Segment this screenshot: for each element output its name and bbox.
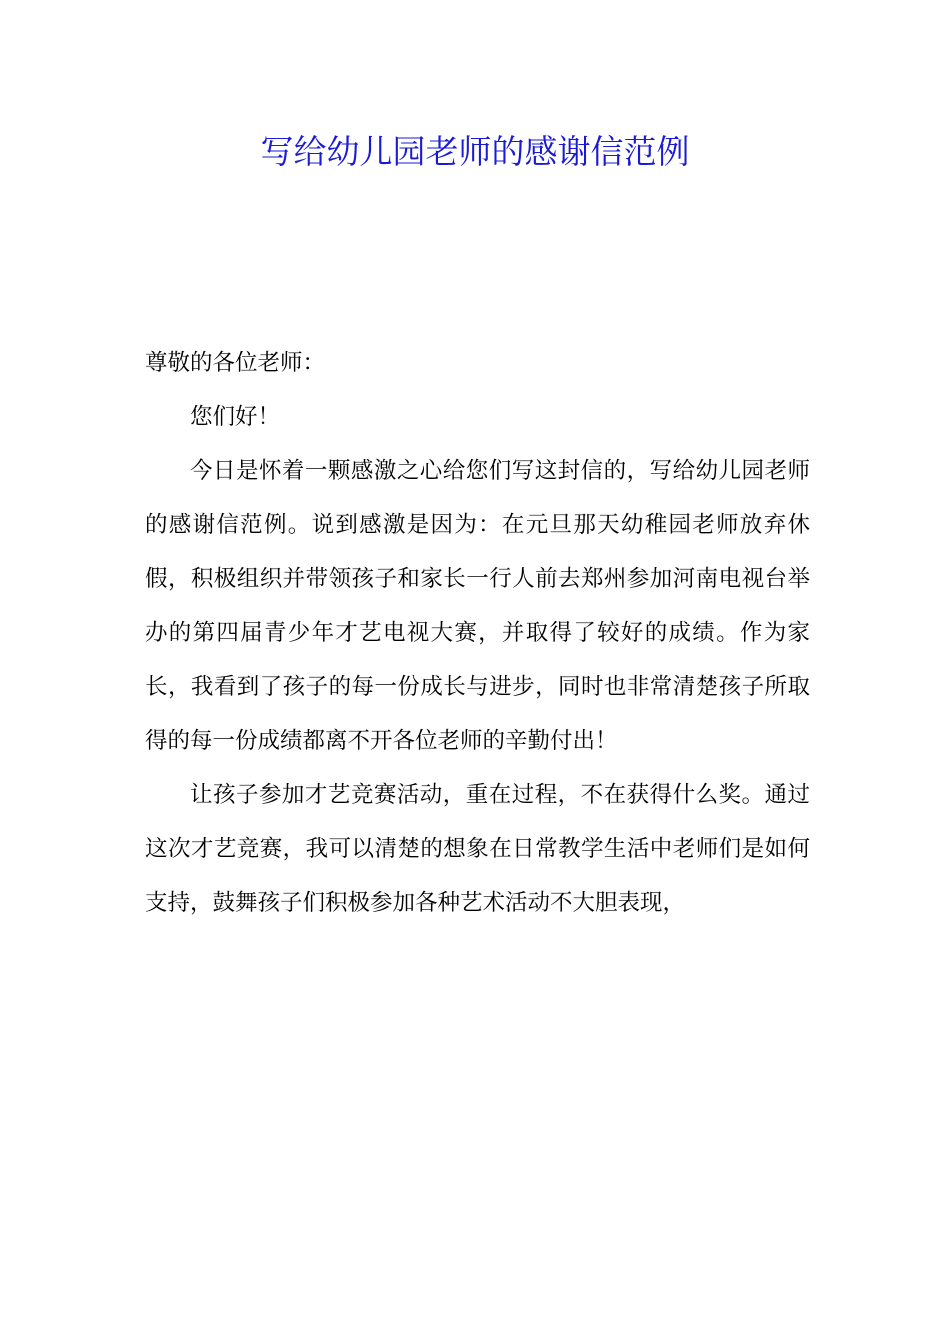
document-title: 写给幼儿园老师的感谢信范例 bbox=[260, 132, 690, 171]
paragraph: 让孩子参加才艺竞赛活动，重在过程，不在获得什么奖。通过这次才艺竞赛，我可以清楚的想象在日常教学生活中老师们是如何支持，鼓舞孩子们积极参加各种艺术活动不大胆表现， bbox=[145, 782, 810, 916]
paragraph: 今日是怀着一颗感激之心给您们写这封信的，写给幼儿园老师的感谢信范例。说到感激是因为：在元旦那天幼稚园老师放弃休假，积极组织并带领孩子和家长一行人前去郑州参加河南电视台举办的第四届青少年才艺电视大赛，并取得了较好的成绩。作为家长，我看到了孩子的每一份成长与进步，同时也非常清楚孩子所取得的每一份成绩都离不开各位老师的辛勤付出！ bbox=[145, 458, 810, 754]
letter-body bbox=[145, 336, 810, 930]
greeting: 您们好！ bbox=[190, 404, 281, 430]
salutation: 尊敬的各位老师： bbox=[145, 350, 326, 376]
